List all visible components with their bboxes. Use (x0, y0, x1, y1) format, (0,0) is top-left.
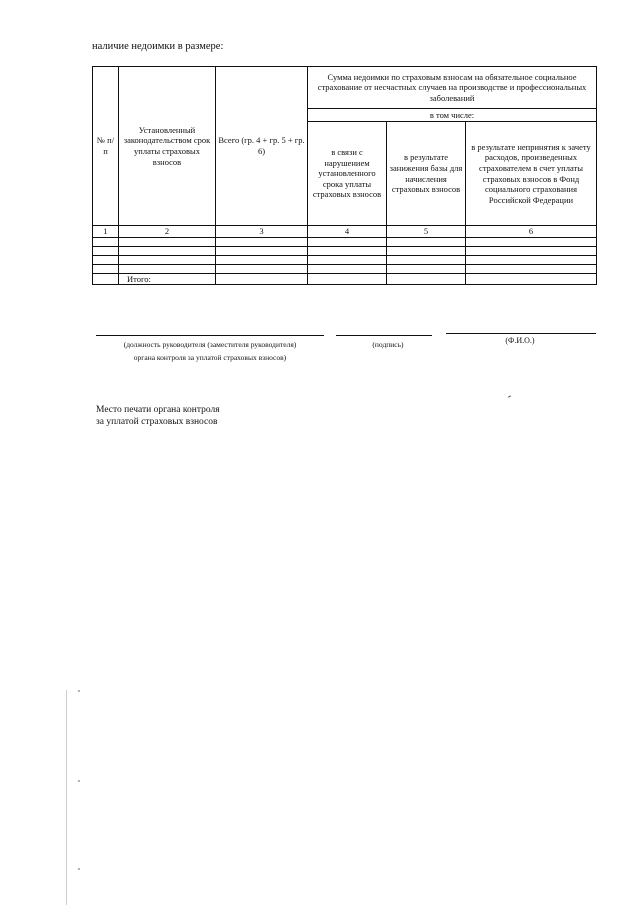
position-line (96, 335, 324, 336)
column-number-row (93, 226, 597, 238)
scan-dot (78, 690, 80, 692)
scan-dot (78, 868, 80, 870)
header-group: Сумма недоимки по страховым взносам на обязательное социальное страхование от несчастных случаев на производстве и профессиональных заболеваний (308, 67, 597, 109)
table-row (93, 246, 597, 255)
table-row (93, 237, 597, 246)
intro-text: наличие недоимки в размере: (92, 41, 224, 52)
header-no: № п/п (93, 67, 119, 226)
signature-line (336, 335, 432, 336)
arrears-table (92, 66, 597, 285)
header-base: в результате занижения базы для начисления страховых взносов (387, 122, 466, 226)
colnum-2: 2 (119, 226, 216, 238)
scan-edge (66, 690, 67, 905)
name-line (446, 333, 596, 334)
header-including: в том числе: (308, 109, 597, 122)
header-expenses: в результате непринятия к зачету расходов, произведенных страхователем в счет уплаты страховых взносов в Фонд социального страхования Российской Федерации (466, 122, 597, 226)
scan-dot (78, 780, 80, 782)
colnum-6: 6 (466, 226, 597, 238)
total-label: Итого: (119, 273, 216, 285)
colnum-5: 5 (387, 226, 466, 238)
table-row (93, 264, 597, 273)
stamp-line-1: Место печати органа контроля (96, 405, 220, 415)
colnum-1: 1 (93, 226, 119, 238)
table-row (93, 255, 597, 264)
header-violation: в связи с нарушением установленного срока уплаты страховых взносов (308, 122, 387, 226)
position-caption: (должность руководителя (заместителя руководителя) (123, 340, 297, 349)
header-total: Всего (гр. 4 + гр. 5 + гр. 6) (216, 67, 308, 226)
colnum-4: 4 (308, 226, 387, 238)
stamp-line-2: за уплатой страховых взносов (96, 417, 218, 428)
scan-speck (508, 395, 511, 397)
position-caption-org: органа контроля за уплатой страховых взносов) (133, 353, 287, 362)
name-caption: (Ф.И.О.) (505, 336, 535, 345)
total-row (93, 273, 597, 285)
colnum-3: 3 (216, 226, 308, 238)
header-deadline: Установленный законодательством срок уплаты страховых взносов (119, 67, 216, 226)
signature-caption: (подпись) (372, 340, 404, 349)
stamp-place (96, 404, 220, 429)
